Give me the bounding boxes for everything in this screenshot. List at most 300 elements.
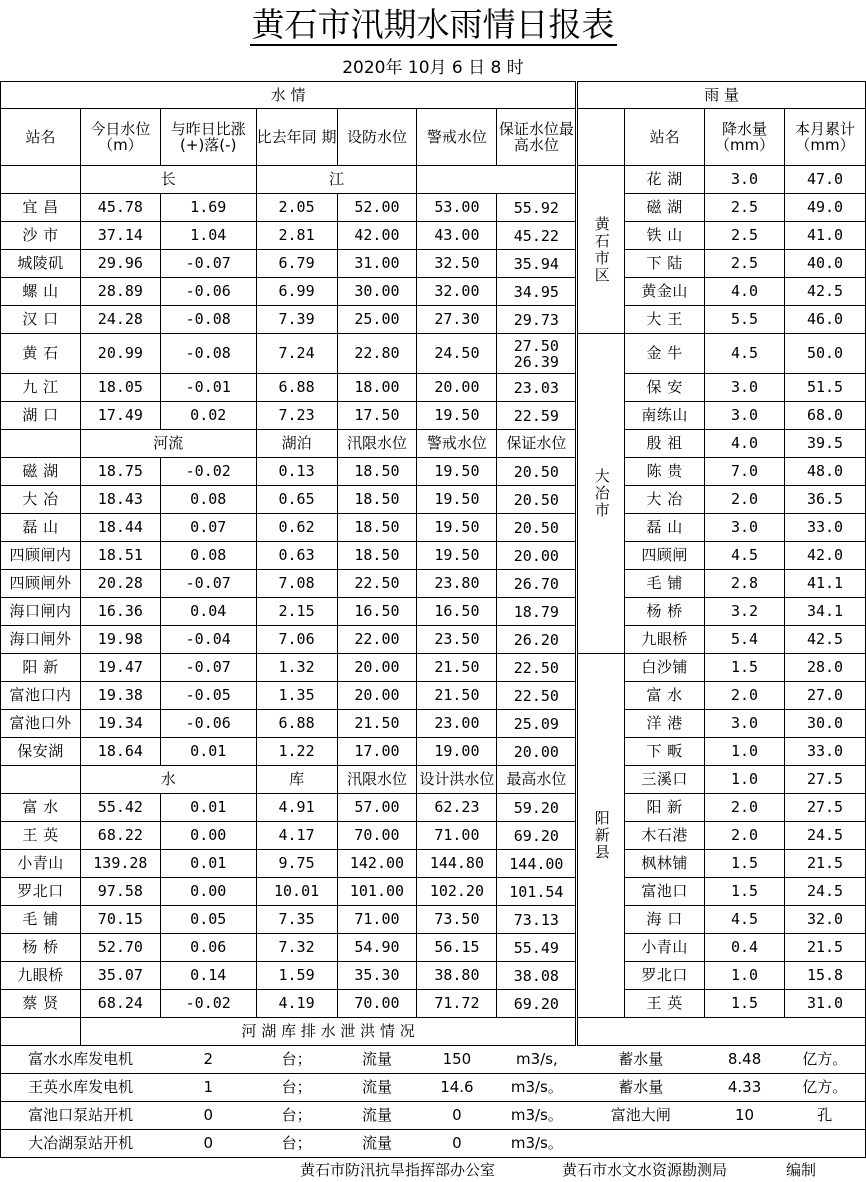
monthly-total: 27.5 <box>785 766 866 794</box>
level-c: 59.20 <box>497 794 577 822</box>
drainage-flow-label: 流量 <box>337 1130 417 1158</box>
table-row <box>1 514 866 542</box>
rain-station: 富池口 <box>625 878 705 906</box>
level-c: 144.00 <box>497 850 577 878</box>
drainage-extra-unit: 孔 <box>785 1102 866 1130</box>
station-name: 小青山 <box>1 850 81 878</box>
rain-station: 保 安 <box>625 374 705 402</box>
monthly-total: 68.0 <box>785 402 866 430</box>
level-c: 22.50 <box>497 654 577 682</box>
footer-bureau: 黄石市水文水资源勘测局 <box>562 1161 728 1179</box>
water-level: 18.43 <box>80 486 160 514</box>
level-a: 25.00 <box>337 306 417 334</box>
level-a: 30.00 <box>337 278 417 306</box>
monthly-total: 49.0 <box>785 194 866 222</box>
drainage-extra-unit: 亿方。 <box>785 1046 866 1074</box>
vs-last-year: 4.19 <box>256 990 337 1018</box>
level-a: 21.50 <box>337 710 417 738</box>
rain-station: 下 畈 <box>625 738 705 766</box>
drainage-name: 富池口泵站开机 <box>1 1102 161 1130</box>
level-a: 70.00 <box>337 990 417 1018</box>
monthly-total: 30.0 <box>785 710 866 738</box>
station-name: 汉 口 <box>1 306 81 334</box>
rain-region <box>577 654 625 1018</box>
level-a: 17.50 <box>337 402 417 430</box>
rainfall-value: 3.0 <box>705 710 785 738</box>
vs-last-year: 1.35 <box>256 682 337 710</box>
table-row <box>1 598 866 626</box>
vs-last-year: 7.06 <box>256 626 337 654</box>
drainage-unit: 台； <box>256 1046 337 1074</box>
station-name: 磁 湖 <box>1 458 81 486</box>
level-b: 71.00 <box>417 822 497 850</box>
water-level: 70.15 <box>80 906 160 934</box>
level-a: 70.00 <box>337 822 417 850</box>
rain-station: 洋 港 <box>625 710 705 738</box>
level-c: 23.03 <box>497 374 577 402</box>
water-level: 19.47 <box>80 654 160 682</box>
drainage-name: 富水水库发电机 <box>1 1046 161 1074</box>
hydrology-table <box>0 81 866 1158</box>
footer-compiled: 编制 <box>786 1161 817 1179</box>
level-a: 142.00 <box>337 850 417 878</box>
level-a: 52.00 <box>337 194 417 222</box>
rainfall-value: 1.5 <box>705 654 785 682</box>
vs-last-year: 2.15 <box>256 598 337 626</box>
rain-station: 枫林铺 <box>625 850 705 878</box>
rain-station: 木石港 <box>625 822 705 850</box>
monthly-total: 46.0 <box>785 306 866 334</box>
station-name: 九眼桥 <box>1 962 81 990</box>
rain-region-label: 大冶市 <box>592 468 611 519</box>
rainfall-value: 3.0 <box>705 514 785 542</box>
level-c: 20.00 <box>497 738 577 766</box>
rainfall-value: 2.0 <box>705 822 785 850</box>
station-name: 蔡 贤 <box>1 990 81 1018</box>
header-monthly: 本月累计（mm） <box>785 109 866 166</box>
daily-change: -0.08 <box>160 334 256 374</box>
header-change: 与昨日比涨(+)落(-) <box>160 109 256 166</box>
drainage-extra-label: 富池大闸 <box>577 1102 705 1130</box>
water-level: 45.78 <box>80 194 160 222</box>
rain-station: 富 水 <box>625 682 705 710</box>
report-title <box>0 4 866 46</box>
drainage-extra-value: 4.33 <box>705 1074 785 1102</box>
water-level: 20.28 <box>80 570 160 598</box>
daily-change: 0.04 <box>160 598 256 626</box>
drainage-flow-label: 流量 <box>337 1102 417 1130</box>
rainfall-value: 1.0 <box>705 962 785 990</box>
level-b: 102.20 <box>417 878 497 906</box>
rainfall-value: 5.4 <box>705 626 785 654</box>
level-a: 20.00 <box>337 654 417 682</box>
drainage-extra-label: 蓄水量 <box>577 1046 705 1074</box>
daily-change: 1.69 <box>160 194 256 222</box>
table-row <box>1 222 866 250</box>
vs-last-year: 10.01 <box>256 878 337 906</box>
station-name: 四顾闸内 <box>1 542 81 570</box>
rain-station: 四顾闸 <box>625 542 705 570</box>
level-b: 62.23 <box>417 794 497 822</box>
water-level: 20.99 <box>80 334 160 374</box>
drainage-flow-unit: m3/s。 <box>497 1102 577 1130</box>
water-level: 29.96 <box>80 250 160 278</box>
water-level: 28.89 <box>80 278 160 306</box>
drainage-row <box>1 1130 866 1158</box>
level-a: 17.00 <box>337 738 417 766</box>
band-col-a: 汛限水位 <box>337 766 417 794</box>
level-b: 23.80 <box>417 570 497 598</box>
daily-change: 1.04 <box>160 222 256 250</box>
rainfall-value: 1.5 <box>705 878 785 906</box>
header-region <box>577 109 625 166</box>
water-level: 37.14 <box>80 222 160 250</box>
station-name: 保安湖 <box>1 738 81 766</box>
water-level: 17.49 <box>80 402 160 430</box>
drainage-flow: 0 <box>417 1102 497 1130</box>
rainfall-value: 3.0 <box>705 166 785 194</box>
monthly-total: 42.5 <box>785 626 866 654</box>
vs-last-year: 7.08 <box>256 570 337 598</box>
rain-section-title: 雨 量 <box>577 82 866 109</box>
rainfall-value: 1.5 <box>705 850 785 878</box>
monthly-total: 51.5 <box>785 374 866 402</box>
water-level: 18.51 <box>80 542 160 570</box>
report-date: 2020年 10月 6 日 8 时 <box>342 58 524 78</box>
drainage-count: 1 <box>160 1074 256 1102</box>
drainage-flow: 150 <box>417 1046 497 1074</box>
level-c: 18.79 <box>497 598 577 626</box>
level-a: 57.00 <box>337 794 417 822</box>
daily-change: 0.06 <box>160 934 256 962</box>
drainage-unit: 台； <box>256 1130 337 1158</box>
station-name: 湖 口 <box>1 402 81 430</box>
table-row <box>1 906 866 934</box>
daily-change: -0.02 <box>160 458 256 486</box>
level-c: 26.70 <box>497 570 577 598</box>
rainfall-value: 2.8 <box>705 570 785 598</box>
rainfall-value: 2.5 <box>705 222 785 250</box>
rainfall-value: 4.5 <box>705 542 785 570</box>
vs-last-year: 6.79 <box>256 250 337 278</box>
table-row <box>1 822 866 850</box>
monthly-total: 21.5 <box>785 934 866 962</box>
level-c: 69.20 <box>497 990 577 1018</box>
rainfall-value: 2.0 <box>705 682 785 710</box>
station-name: 海口闸内 <box>1 598 81 626</box>
level-a: 22.50 <box>337 570 417 598</box>
rain-station: 海 口 <box>625 906 705 934</box>
drainage-count: 0 <box>160 1102 256 1130</box>
footer-office: 黄石市防汛抗旱指挥部办公室 <box>300 1161 496 1179</box>
rainfall-value: 3.0 <box>705 374 785 402</box>
drainage-extra-label <box>577 1130 705 1158</box>
daily-change: -0.07 <box>160 570 256 598</box>
station-name: 黄 石 <box>1 334 81 374</box>
monthly-total: 41.1 <box>785 570 866 598</box>
station-name: 富 水 <box>1 794 81 822</box>
water-level: 18.05 <box>80 374 160 402</box>
level-c: 20.00 <box>497 542 577 570</box>
vs-last-year: 0.65 <box>256 486 337 514</box>
water-section-title: 水 情 <box>1 82 577 109</box>
drainage-title-row <box>1 1018 866 1046</box>
daily-change: 0.01 <box>160 794 256 822</box>
drainage-flow-label: 流量 <box>337 1074 417 1102</box>
monthly-total: 24.5 <box>785 878 866 906</box>
header-rainfall: 降水量（mm） <box>705 109 785 166</box>
table-row <box>1 306 866 334</box>
station-name: 沙 市 <box>1 222 81 250</box>
daily-change: -0.05 <box>160 682 256 710</box>
vs-last-year: 6.99 <box>256 278 337 306</box>
daily-change: 0.05 <box>160 906 256 934</box>
daily-change: 0.14 <box>160 962 256 990</box>
drainage-flow: 0 <box>417 1130 497 1158</box>
daily-change: 0.00 <box>160 822 256 850</box>
drainage-extra-label: 蓄水量 <box>577 1074 705 1102</box>
vs-last-year: 4.17 <box>256 822 337 850</box>
water-level: 16.36 <box>80 598 160 626</box>
drainage-flow-label: 流量 <box>337 1046 417 1074</box>
band-spacer <box>1 766 81 794</box>
header-station: 站名 <box>1 109 81 166</box>
level-a: 22.80 <box>337 334 417 374</box>
vs-last-year: 1.59 <box>256 962 337 990</box>
level-a: 18.00 <box>337 374 417 402</box>
water-level: 24.28 <box>80 306 160 334</box>
level-c: 45.22 <box>497 222 577 250</box>
table-row <box>1 570 866 598</box>
rain-station: 殷 祖 <box>625 430 705 458</box>
header-warning: 警戒水位 <box>417 109 497 166</box>
band-col-a: 汛限水位 <box>337 430 417 458</box>
table-row <box>1 962 866 990</box>
level-c: 20.50 <box>497 458 577 486</box>
band-spacer <box>417 166 577 194</box>
daily-change: -0.06 <box>160 278 256 306</box>
drainage-extra-value: 10 <box>705 1102 785 1130</box>
table-row <box>1 682 866 710</box>
station-name: 螺 山 <box>1 278 81 306</box>
vs-last-year: 6.88 <box>256 374 337 402</box>
monthly-total: 32.0 <box>785 906 866 934</box>
header-guarantee: 保证水位最高水位 <box>497 109 577 166</box>
table-row <box>1 626 866 654</box>
header-rain-station: 站名 <box>625 109 705 166</box>
vs-last-year: 7.32 <box>256 934 337 962</box>
rain-region <box>577 334 625 654</box>
level-b: 32.00 <box>417 278 497 306</box>
monthly-total: 42.5 <box>785 278 866 306</box>
level-c: 73.13 <box>497 906 577 934</box>
section-header-row <box>1 82 866 109</box>
band-col-c: 保证水位 <box>497 430 577 458</box>
daily-change: 0.02 <box>160 402 256 430</box>
header-last-year: 比去年同 期 <box>256 109 337 166</box>
daily-change: -0.01 <box>160 374 256 402</box>
vs-last-year: 0.62 <box>256 514 337 542</box>
drainage-flow: 14.6 <box>417 1074 497 1102</box>
level-b: 32.50 <box>417 250 497 278</box>
station-name: 罗北口 <box>1 878 81 906</box>
monthly-total: 15.8 <box>785 962 866 990</box>
level-a: 18.50 <box>337 458 417 486</box>
daily-change: -0.06 <box>160 710 256 738</box>
column-header-row <box>1 109 866 166</box>
station-name: 大 冶 <box>1 486 81 514</box>
table-row <box>1 250 866 278</box>
level-a: 31.00 <box>337 250 417 278</box>
drainage-name: 大冶湖泵站开机 <box>1 1130 161 1158</box>
level-b: 56.15 <box>417 934 497 962</box>
station-name: 杨 桥 <box>1 934 81 962</box>
table-row <box>1 878 866 906</box>
monthly-total: 39.5 <box>785 430 866 458</box>
rainfall-value: 2.0 <box>705 486 785 514</box>
station-name: 磊 山 <box>1 514 81 542</box>
level-b: 73.50 <box>417 906 497 934</box>
band-spacer <box>1 430 81 458</box>
band-right: 江 <box>256 166 417 194</box>
water-level: 18.75 <box>80 458 160 486</box>
level-c: 22.59 <box>497 402 577 430</box>
table-row <box>1 458 866 486</box>
rain-station: 金 牛 <box>625 334 705 374</box>
drainage-row <box>1 1046 866 1074</box>
rain-region-label: 阳新县 <box>592 810 611 861</box>
monthly-total: 33.0 <box>785 514 866 542</box>
band-spacer <box>1 166 81 194</box>
table-row <box>1 794 866 822</box>
water-level: 18.64 <box>80 738 160 766</box>
monthly-total: 21.5 <box>785 850 866 878</box>
rain-region <box>577 166 625 334</box>
group-band-row <box>1 766 866 794</box>
vs-last-year: 0.13 <box>256 458 337 486</box>
rainfall-value: 2.5 <box>705 194 785 222</box>
level-c: 22.50 <box>497 682 577 710</box>
level-c: 38.08 <box>497 962 577 990</box>
vs-last-year: 7.23 <box>256 402 337 430</box>
band-spacer <box>577 1018 866 1046</box>
level-a: 54.90 <box>337 934 417 962</box>
vs-last-year: 2.81 <box>256 222 337 250</box>
level-c: 55.49 <box>497 934 577 962</box>
vs-last-year: 7.24 <box>256 334 337 374</box>
rain-region-label: 黄石市区 <box>592 215 611 284</box>
monthly-total: 41.0 <box>785 222 866 250</box>
drainage-unit: 台； <box>256 1102 337 1130</box>
level-c-line-2: 26.39 <box>513 352 559 371</box>
band-spacer <box>1 1018 81 1046</box>
daily-change: 0.01 <box>160 738 256 766</box>
station-name: 宜 昌 <box>1 194 81 222</box>
level-a: 22.00 <box>337 626 417 654</box>
table-row <box>1 710 866 738</box>
level-b: 27.30 <box>417 306 497 334</box>
table-row <box>1 850 866 878</box>
rainfall-value: 3.0 <box>705 402 785 430</box>
level-a: 18.50 <box>337 542 417 570</box>
rain-station: 大 王 <box>625 306 705 334</box>
level-c: 34.95 <box>497 278 577 306</box>
rainfall-value: 4.5 <box>705 334 785 374</box>
table-row <box>1 990 866 1018</box>
monthly-total: 47.0 <box>785 166 866 194</box>
drainage-flow-unit: m3/s。 <box>497 1074 577 1102</box>
drainage-row <box>1 1074 866 1102</box>
band-left: 河流 <box>80 430 256 458</box>
monthly-total: 42.0 <box>785 542 866 570</box>
rain-station: 罗北口 <box>625 962 705 990</box>
level-a: 18.50 <box>337 514 417 542</box>
level-c-line: 27.50 <box>513 336 559 355</box>
rain-station: 阳 新 <box>625 794 705 822</box>
rain-station: 九眼桥 <box>625 626 705 654</box>
rainfall-value: 4.0 <box>705 278 785 306</box>
band-col-b: 警戒水位 <box>417 430 497 458</box>
level-c <box>497 334 577 374</box>
vs-last-year: 1.32 <box>256 654 337 682</box>
station-name: 富池口内 <box>1 682 81 710</box>
rainfall-value: 0.4 <box>705 934 785 962</box>
level-b: 21.50 <box>417 682 497 710</box>
table-row <box>1 334 866 374</box>
monthly-total: 31.0 <box>785 990 866 1018</box>
vs-last-year: 2.05 <box>256 194 337 222</box>
level-c: 20.50 <box>497 514 577 542</box>
table-row <box>1 542 866 570</box>
level-a: 42.00 <box>337 222 417 250</box>
rain-station: 杨 桥 <box>625 598 705 626</box>
station-name: 毛 铺 <box>1 906 81 934</box>
level-b: 19.50 <box>417 402 497 430</box>
water-level: 19.98 <box>80 626 160 654</box>
daily-change: -0.07 <box>160 654 256 682</box>
rainfall-value: 4.5 <box>705 906 785 934</box>
rainfall-value: 5.5 <box>705 306 785 334</box>
band-col-b: 设计洪水位 <box>417 766 497 794</box>
station-name: 富池口外 <box>1 710 81 738</box>
rain-station: 磁 湖 <box>625 194 705 222</box>
rain-station: 陈 贵 <box>625 458 705 486</box>
monthly-total: 24.5 <box>785 822 866 850</box>
band-right: 湖泊 <box>256 430 337 458</box>
drainage-flow-unit: m3/s。 <box>497 1130 577 1158</box>
water-level: 97.58 <box>80 878 160 906</box>
rainfall-value: 2.0 <box>705 794 785 822</box>
monthly-total: 40.0 <box>785 250 866 278</box>
drainage-extra-value <box>705 1130 785 1158</box>
daily-change: 0.08 <box>160 486 256 514</box>
table-row <box>1 194 866 222</box>
level-b: 19.50 <box>417 458 497 486</box>
drainage-count: 0 <box>160 1130 256 1158</box>
water-level: 52.70 <box>80 934 160 962</box>
rain-station: 三溪口 <box>625 766 705 794</box>
rain-station: 小青山 <box>625 934 705 962</box>
rain-station: 下 陆 <box>625 250 705 278</box>
rainfall-value: 1.0 <box>705 766 785 794</box>
monthly-total: 36.5 <box>785 486 866 514</box>
level-c: 29.73 <box>497 306 577 334</box>
level-a: 16.50 <box>337 598 417 626</box>
level-b: 19.50 <box>417 486 497 514</box>
rain-station: 大 冶 <box>625 486 705 514</box>
level-c: 35.94 <box>497 250 577 278</box>
drainage-extra-value: 8.48 <box>705 1046 785 1074</box>
